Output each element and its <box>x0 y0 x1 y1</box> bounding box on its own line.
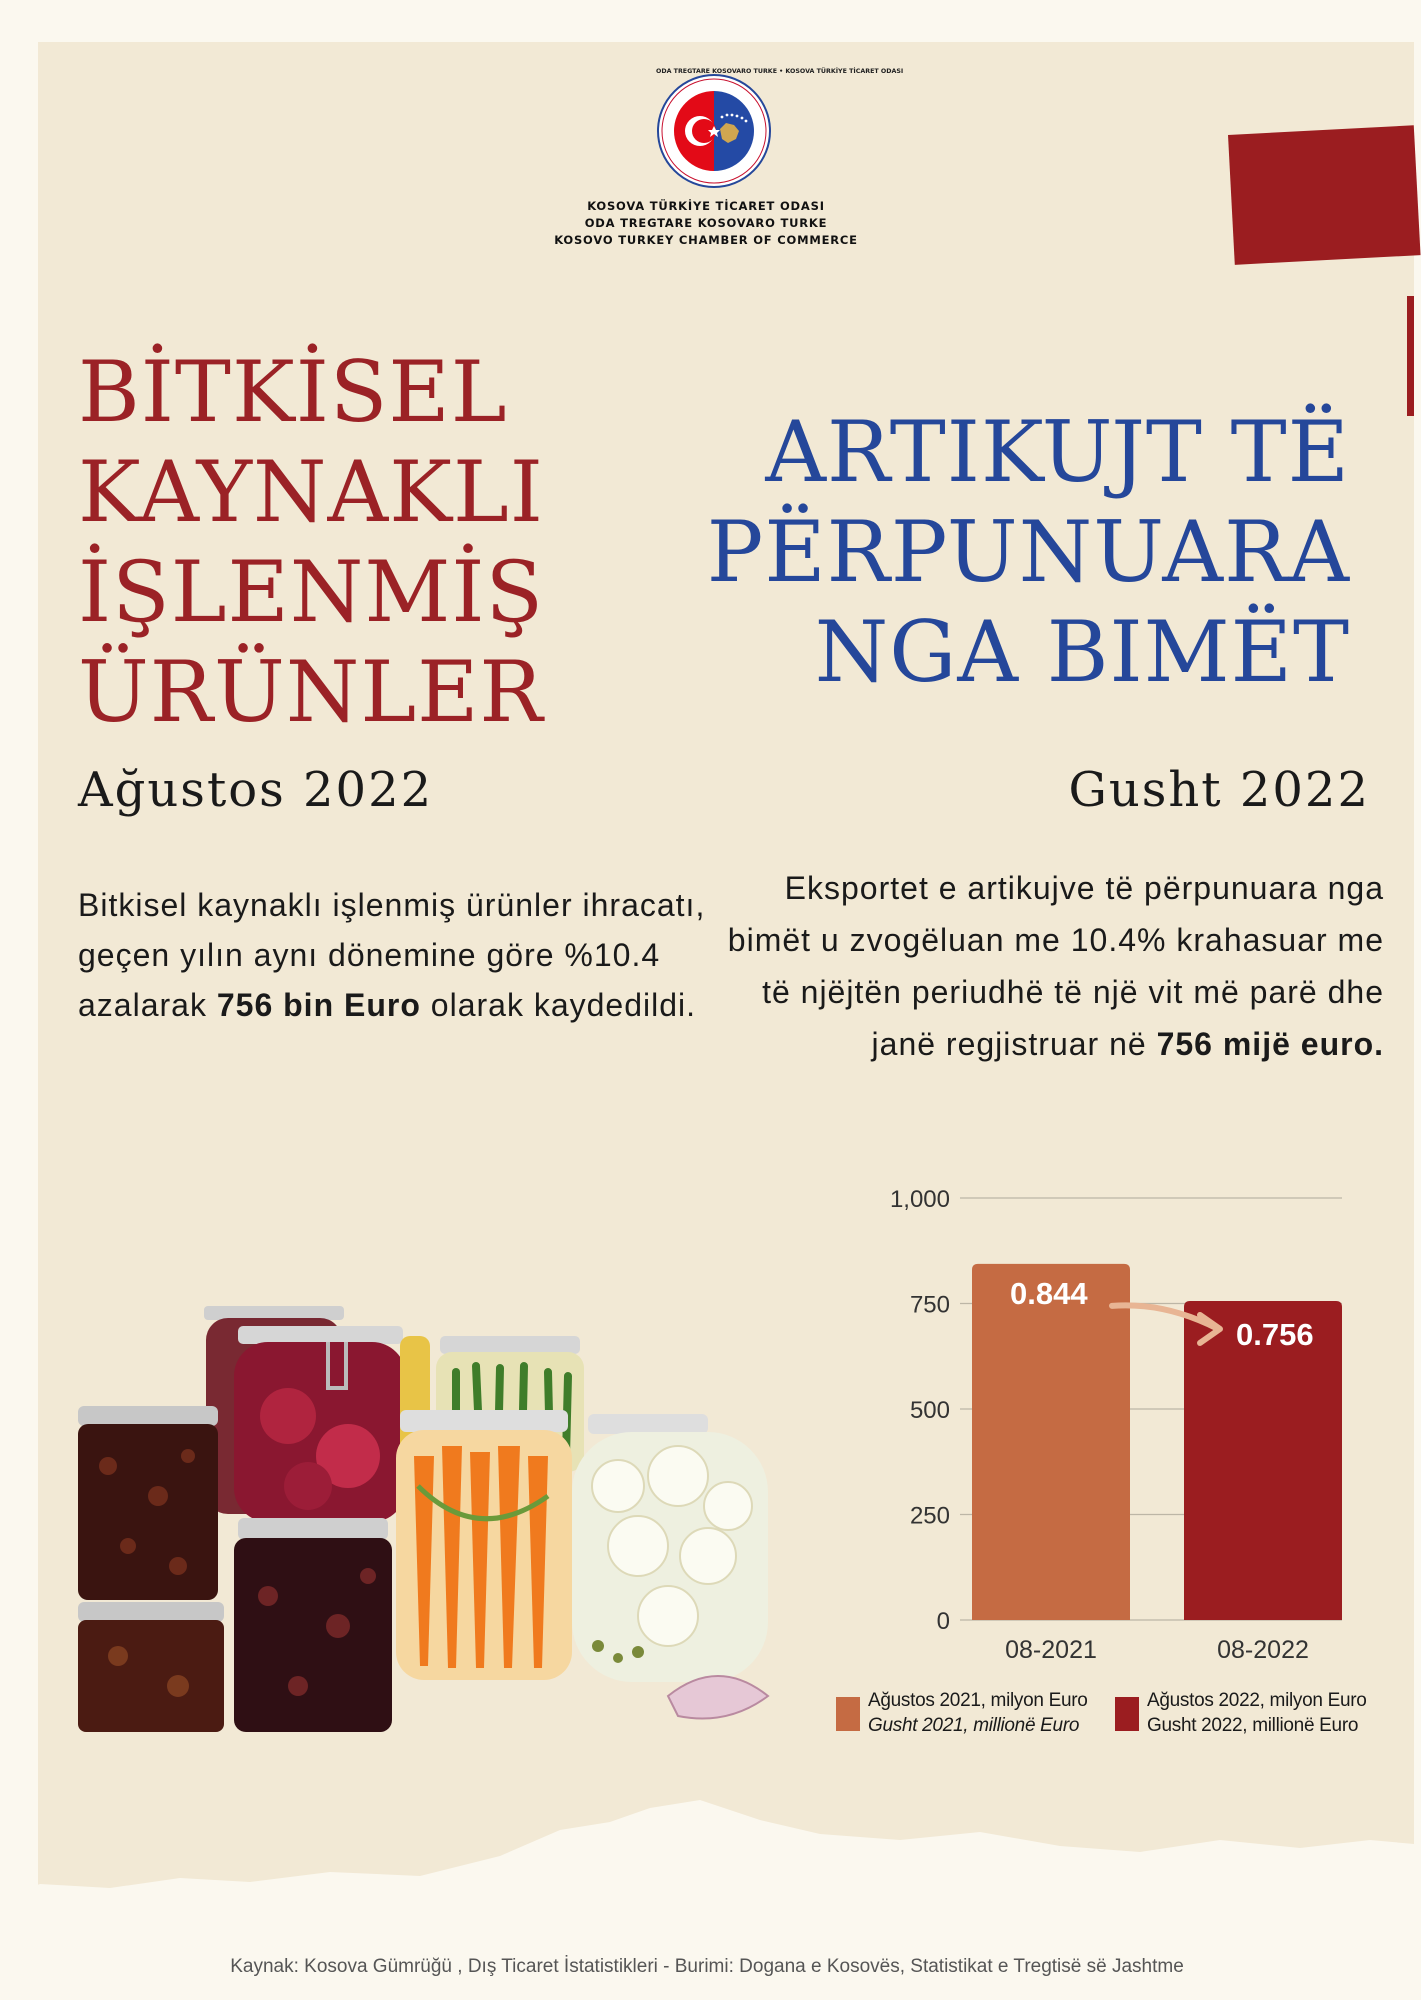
summary-tr-highlight: 756 bin Euro <box>216 987 421 1023</box>
org-name-en: KOSOVO TURKEY CHAMBER OF COMMERCE <box>554 233 858 247</box>
summary-tr-text: Bitkisel kaynaklı işlenmiş ürünler ihracatı, geçen yılın aynı dönemine göre %10.4 azalarak <box>78 887 706 1023</box>
title-tr-line: KAYNAKLI <box>78 443 544 541</box>
legend-label-2022-al: Gusht 2022, millionë Euro <box>1147 1715 1359 1736</box>
legend-label-2021-al: Gusht 2021, millionë Euro <box>868 1715 1080 1736</box>
legend-label-2022: Ağustos 2022, milyon Euro <box>1147 1690 1367 1711</box>
legend-swatch-2022 <box>1115 1697 1139 1731</box>
summary-tr-tail: olarak kaydedildi. <box>420 987 697 1023</box>
title-al-line: NGA BIMËT <box>814 603 1350 701</box>
title-turkish <box>78 342 598 742</box>
decorative-red-edge <box>1407 296 1414 416</box>
data-label: 0.844 <box>1010 1275 1088 1311</box>
chamber-logo <box>656 68 904 189</box>
summary-al-highlight: 756 mijë euro. <box>1156 1026 1384 1062</box>
legend-label-2021: Ağustos 2021, milyon Euro <box>868 1690 1088 1711</box>
date-turkish: Ağustos 2022 <box>78 762 434 818</box>
title-tr-line: ÜRÜNLER <box>78 643 544 741</box>
y-tick-label: 0 <box>936 1608 950 1635</box>
logo-ring-text: ODA TREGTARE KOSOVARO TURKE • KOSOVA TÜRKİYE TİCARET ODASI <box>656 68 904 75</box>
bar-08-2021 <box>972 1264 1130 1620</box>
pickle-jars-image <box>78 1296 828 1732</box>
legend-item-2021 <box>836 1688 1106 1738</box>
legend-swatch-2021 <box>836 1697 860 1731</box>
x-tick-label: 08-2021 <box>1005 1636 1097 1664</box>
title-al-line: PËRPUNUARA <box>706 503 1350 601</box>
y-tick-label: 250 <box>909 1502 950 1530</box>
title-tr-line: BİTKİSEL <box>78 343 508 441</box>
data-label: 0.756 <box>1236 1316 1314 1352</box>
y-tick-label: 500 <box>909 1397 950 1424</box>
decorative-red-tab <box>1228 125 1421 265</box>
date-albanian: Gusht 2022 <box>1068 762 1370 818</box>
summary-al-text: Eksportet e artikujve të përpunuara nga bimët u zvogëluan me 10.4% krahasuar me të njëjtën periudhë të një vit më parë dhe janë regjistruar në <box>727 870 1384 1062</box>
organization-name <box>480 198 932 249</box>
org-name-tr: KOSOVA TÜRKİYE TİCARET ODASI <box>587 199 825 213</box>
title-al-line: ARTIKUJT TË <box>765 403 1350 501</box>
export-bar-chart <box>870 1170 1370 1680</box>
source-footer: Kaynak: Kosova Gümrüğü , Dış Ticaret İstatistikleri - Burimi: Dogana e Kosovës, Statistikat e Tregtisë së Jashtme <box>230 1956 1184 1977</box>
y-tick-label: 750 <box>909 1291 950 1319</box>
org-name-al: ODA TREGTARE KOSOVARO TURKE <box>584 216 828 230</box>
x-tick-label: 08-2022 <box>1217 1636 1309 1664</box>
title-albanian <box>700 402 1350 702</box>
legend-item-2022 <box>1115 1688 1385 1738</box>
summary-albanian <box>720 862 1384 1070</box>
title-tr-line: İŞLENMİŞ <box>78 543 545 641</box>
summary-turkish <box>78 880 718 1030</box>
y-tick-label: 1,000 <box>889 1186 950 1213</box>
